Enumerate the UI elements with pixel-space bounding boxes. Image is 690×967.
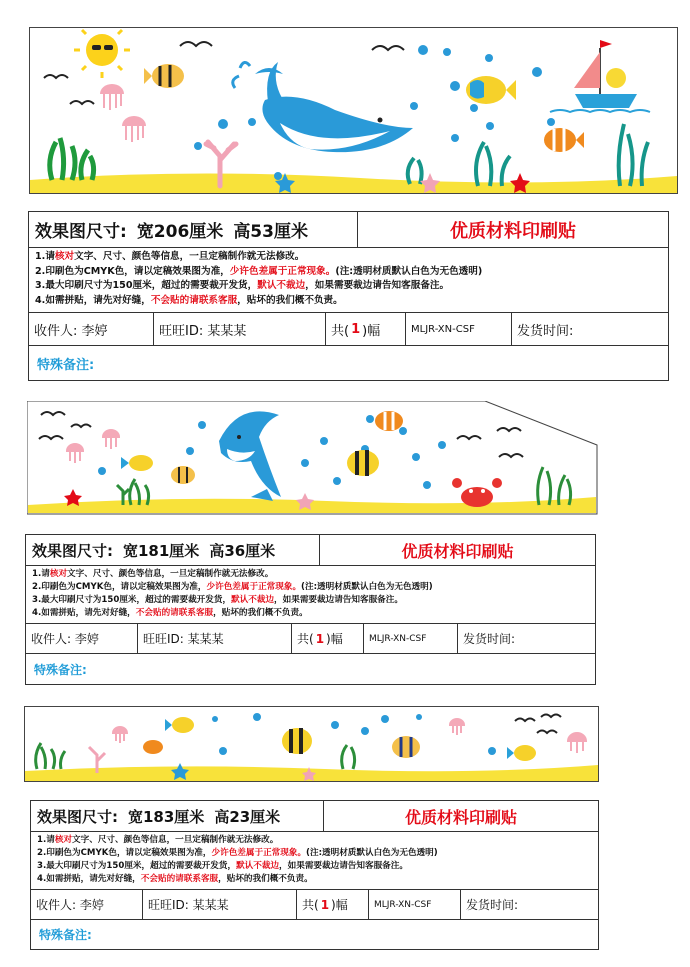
special-remarks: 特殊备注: [37,357,95,373]
notice-list: 1.请核对文字、尺寸、颜色等信息，一旦定稿制作就无法修改。 2.印刷色为CMYK色，请以定稿效果图为准，少许色差属于正常现象。(注:透明材质默认白色为无色透明) 3.最大印刷尺寸为150厘米，超过的需要裁开发货，默认不裁边，如果需要裁边请告知客服备注。 4.如需拼贴，请先对好缝，不会贴的请联系客服，贴坏的我们概不负责。 [26,566,595,624]
wangwang-id-field: 旺旺ID: 某某某 [154,313,326,345]
angelfish-icon [282,728,312,754]
notice-list: 1.请核对文字、尺寸、颜色等信息，一旦定稿制作就无法修改。 2.印刷色为CMYK色，请以定稿效果图为准，少许色差属于正常现象。(注:透明材质默认白色为无色透明) 3.最大印刷尺寸为150厘米，超过的需要裁开发货，默认不裁边，如果需要裁边请告知客服备注。 4.如需拼贴，请先对好缝，不会贴的请联系客服，贴坏的我们概不负责。 [31,832,598,890]
clownfish-icon [375,411,403,431]
brand-label: 优质材料印刷贴 [357,212,668,247]
spec-card-3 [30,800,599,950]
ocean-illustration [30,28,677,193]
ship-time-field: 发货时间: [463,632,516,646]
size-title: 效果图尺寸: 宽183厘米 高23厘米 [37,807,281,826]
notice-list: 1.请核对文字、尺寸、颜色等信息，一旦定稿制作就无法修改。 2.印刷色为CMYK色，请以定稿效果图为准，少许色差属于正常现象。(注:透明材质默认白色为无色透明) 3.最大印刷尺寸为150厘米，超过的需要裁开发货，默认不裁边，如果需要裁边请告知客服备注。 4.如需拼贴，请先对好缝，不会贴的请联系客服，贴坏的我们概不负责。 [29,248,668,313]
ocean-illustration [27,401,598,515]
size-title: 效果图尺寸: 宽181厘米 高36厘米 [32,541,276,560]
jellyfish-icon [100,84,146,142]
sun-icon [74,28,130,78]
angelfish-icon [347,450,379,476]
product-code: MLJR-XN-CSF [369,890,461,919]
yellow-fish-icon [466,76,516,104]
tropical-fish-icon [143,717,536,761]
ocean-illustration [25,707,598,781]
brand-label: 优质材料印刷贴 [323,801,598,831]
whale-icon [233,62,413,152]
count-field: 共( 1 )幅 [297,890,369,919]
wangwang-id-field: 旺旺ID: 某某某 [143,890,297,919]
seaweed-icon [50,138,94,180]
spec-card-1 [28,211,669,381]
count-field: 共( 1 )幅 [292,624,364,653]
tropical-fish-icon [144,64,184,88]
spec-card-2 [25,534,596,685]
recipient-field: 收件人: 李婷 [29,313,154,345]
seagrass-icon [408,124,648,186]
ship-time-field: 发货时间: [466,898,519,912]
ocean-banner-dolphin [27,401,598,515]
product-code: MLJR-XN-CSF [406,313,512,345]
recipient-field: 收件人: 李婷 [31,890,143,919]
product-code: MLJR-XN-CSF [364,624,458,653]
wangwang-id-field: 旺旺ID: 某某某 [138,624,292,653]
recipient-field: 收件人: 李婷 [26,624,138,653]
ocean-banner-whale [29,27,678,194]
ocean-banner-strip [24,706,599,782]
boat-icon [550,40,650,112]
ship-time-field: 发货时间: [517,323,574,339]
special-remarks: 特殊备注: [39,928,92,942]
count-field: 共( 1 )幅 [326,313,406,345]
size-title: 效果图尺寸: 宽206厘米 高53厘米 [35,222,308,242]
brand-label: 优质材料印刷贴 [319,535,595,565]
clownfish-icon [544,128,584,152]
special-remarks: 特殊备注: [34,662,87,677]
